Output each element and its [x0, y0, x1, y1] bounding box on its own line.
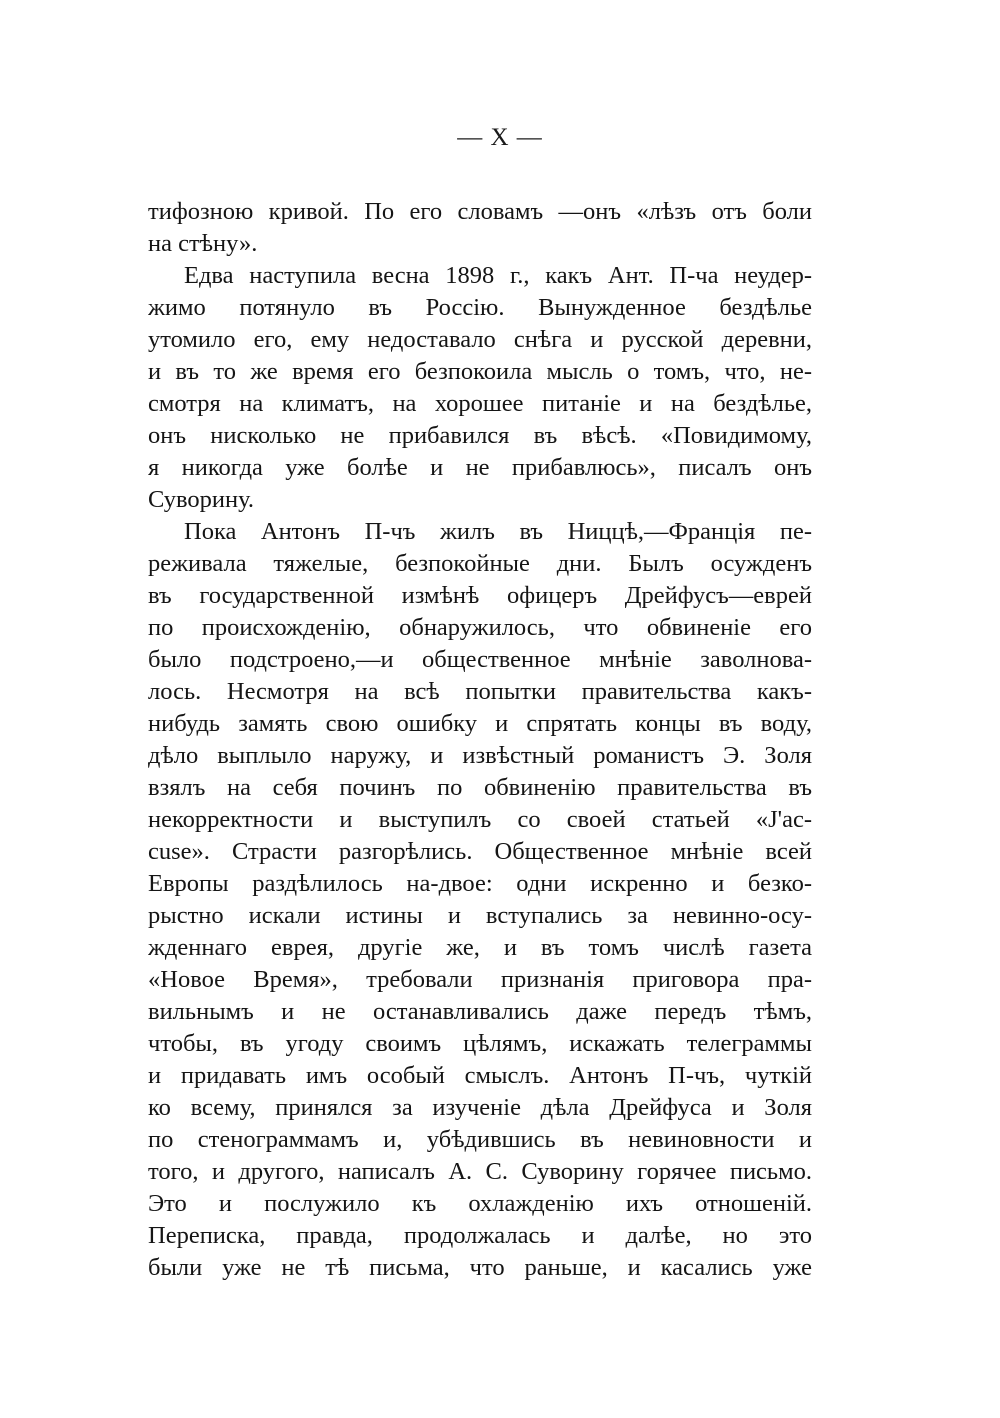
text-line: Пока Антонъ П-чъ жилъ въ Ниццѣ,—Франція пе-	[184, 518, 812, 545]
text-line: Суворину.	[148, 486, 255, 513]
paragraph-3	[148, 516, 812, 1284]
text-line: жденнаго еврея, другіе же, и въ томъ числѣ газета	[148, 934, 812, 961]
text-line: того, и другого, написалъ А. С. Суворину горячее письмо.	[148, 1158, 812, 1185]
text-line: я никогда уже болѣе и не прибавлюсь», писалъ онъ	[148, 454, 812, 481]
text-line: Едва наступила весна 1898 г., какъ Ант. П-ча неудер-	[184, 262, 812, 289]
paragraph-2	[148, 260, 812, 516]
text-line: некорректности и выступилъ со своей статьей «J'ac-	[148, 806, 812, 833]
text-line: вильнымъ и не останавливались даже передъ тѣмъ,	[148, 998, 812, 1025]
text-line: тифозною кривой. По его словамъ —онъ «лѣзъ отъ боли	[148, 198, 812, 225]
text-line: «Новое Время», требовали признанія приговора пра-	[148, 966, 812, 993]
text-line: утомило его, ему недоставало снѣга и русской деревни,	[148, 326, 812, 353]
text-line: въ государственной измѣнѣ офицеръ Дрейфусъ—еврей	[148, 582, 812, 609]
text-line: дѣло выплыло наружу, и извѣстный романистъ Э. Золя	[148, 742, 812, 769]
text-line: лось. Несмотря на всѣ попытки правительства какъ-	[148, 678, 812, 705]
paragraph-1	[148, 196, 812, 260]
body-text	[148, 196, 812, 1284]
text-line: Переписка, правда, продолжалась и далѣе, но это	[148, 1222, 812, 1249]
text-line: было подстроено,—и общественное мнѣніе заволнова-	[148, 646, 812, 673]
text-line: были уже не тѣ письма, что раньше, и касались уже	[148, 1254, 812, 1281]
text-line: по стенограммамъ и, убѣдившись въ невиновности и	[148, 1126, 812, 1153]
text-line: чтобы, въ угоду своимъ цѣлямъ, искажать телеграммы	[148, 1030, 812, 1057]
text-line: ко всему, принялся за изученіе дѣла Дрейфуса и Золя	[148, 1094, 812, 1121]
text-line: реживала тяжелые, безпокойные дни. Былъ осужденъ	[148, 550, 812, 577]
text-line: жимо потянуло въ Россію. Вынужденное бездѣлье	[148, 294, 812, 321]
text-line: рыстно искали истины и вступались за невинно-осу-	[148, 902, 812, 929]
text-line: Это и послужило къ охлажденію ихъ отношеній.	[148, 1190, 812, 1217]
text-line: смотря на климатъ, на хорошее питаніе и на бездѣлье,	[148, 390, 812, 417]
text-line: Европы раздѣлилось на-двое: одни искренно и безко-	[148, 870, 812, 897]
text-line: и придавать имъ особый смыслъ. Антонъ П-чъ, чуткій	[148, 1062, 812, 1089]
text-line: cuse». Страсти разгорѣлись. Общественное мнѣніе всей	[148, 838, 812, 865]
page-number: — X —	[457, 124, 543, 151]
text-line: на стѣну».	[148, 230, 258, 257]
text-line: онъ нисколько не прибавился въ вѣсѣ. «Повидимому,	[148, 422, 812, 449]
text-line: и въ то же время его безпокоила мысль о томъ, что, не-	[148, 358, 812, 385]
text-line: по происхожденію, обнаружилось, что обвиненіе его	[148, 614, 812, 641]
text-line: взялъ на себя починъ по обвиненію правительства въ	[148, 774, 812, 801]
text-line: нибудь замять свою ошибку и спрятать концы въ воду,	[148, 710, 812, 737]
